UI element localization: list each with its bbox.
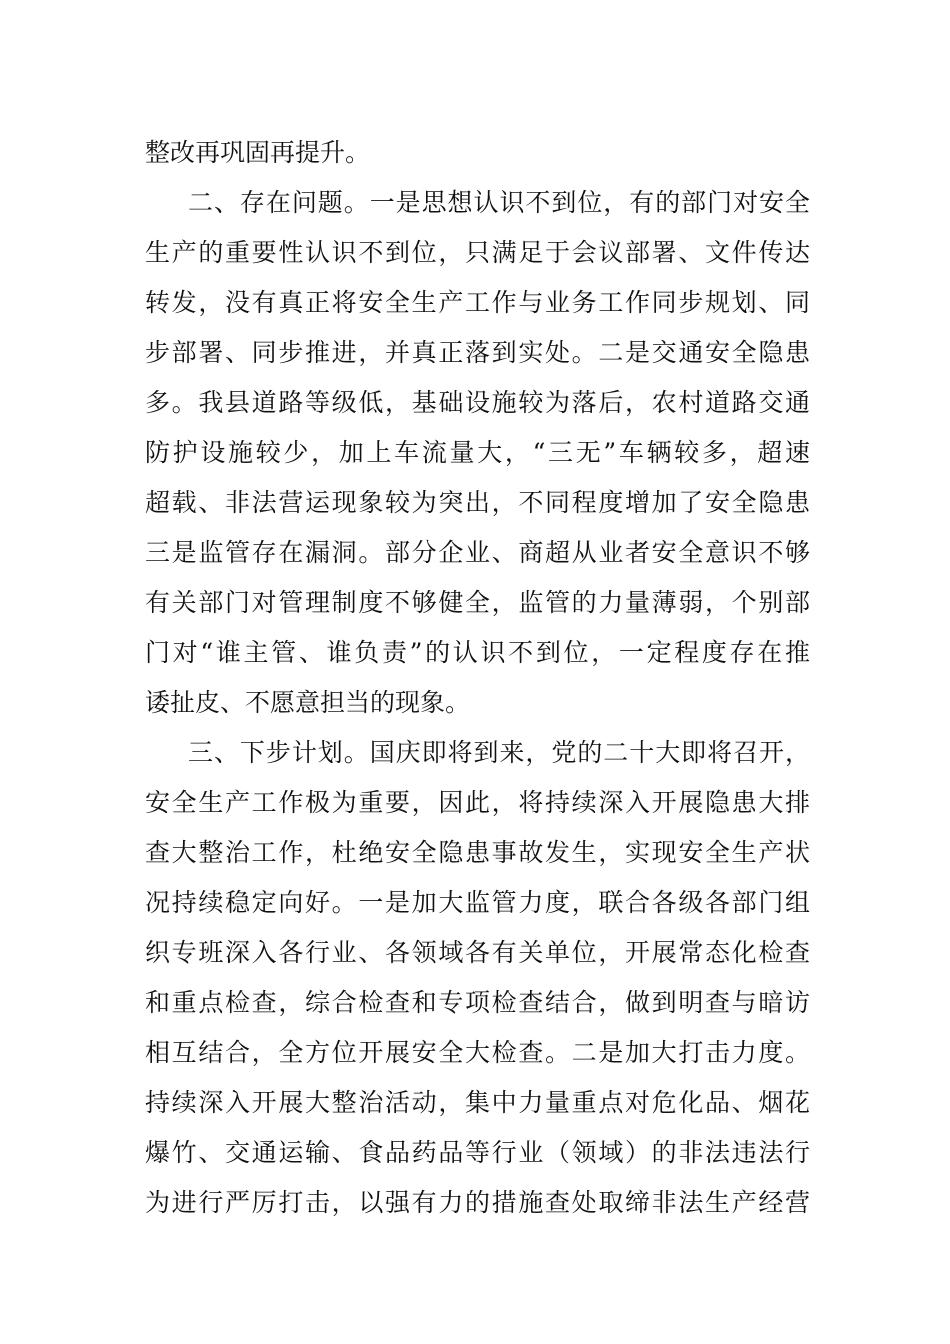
- text-line: 转发，没有真正将安全生产工作与业务工作同步规划、同: [145, 288, 810, 317]
- text-line: 步部署、同步推进，并真正落到实处。二是交通安全隐患: [145, 338, 810, 367]
- text-line: 为进行严厉打击，以强有力的措施查处取缔非法生产经营: [145, 1188, 810, 1217]
- text-line: 安全生产工作极为重要，因此，将持续深入开展隐患大排: [145, 788, 810, 817]
- section-heading-line: 二、存在问题。一是思想认识不到位，有的部门对安全: [188, 188, 810, 217]
- text-line: 爆竹、交通运输、食品药品等行业（领域）的非法违法行: [145, 1138, 810, 1167]
- text-line: 超载、非法营运现象较为突出，不同程度增加了安全隐患: [145, 488, 810, 517]
- text-line: 诿扯皮、不愿意担当的现象。: [145, 688, 471, 717]
- text-line: 门对“谁主管、谁负责”的认识不到位，一定程度存在推: [145, 638, 810, 667]
- document-body: [145, 128, 810, 1228]
- section-heading-line: 三、下步计划。国庆即将到来，党的二十大即将召开，: [188, 738, 810, 767]
- text-line: 查大整治工作，杜绝安全隐患事故发生，实现安全生产状: [145, 838, 810, 867]
- text-line: 况持续稳定向好。一是加大监管力度，联合各级各部门组: [145, 888, 810, 917]
- text-line: 织专班深入各行业、各领域各有关单位，开展常态化检查: [145, 938, 810, 967]
- text-line: 相互结合，全方位开展安全大检查。二是加大打击力度。: [145, 1038, 810, 1067]
- text-line: 三是监管存在漏洞。部分企业、商超从业者安全意识不够: [145, 538, 810, 567]
- text-line: 防护设施较少，加上车流量大，“三无”车辆较多，超速: [145, 438, 810, 467]
- text-line: 持续深入开展大整治活动，集中力量重点对危化品、烟花: [145, 1088, 810, 1117]
- text-line: 生产的重要性认识不到位，只满足于会议部署、文件传达: [145, 238, 810, 267]
- text-line: 整改再巩固再提升。: [145, 138, 371, 167]
- text-line: 有关部门对管理制度不够健全，监管的力量薄弱，个别部: [145, 588, 810, 617]
- text-line: 和重点检查，综合检查和专项检查结合，做到明查与暗访: [145, 988, 810, 1017]
- text-line: 多。我县道路等级低，基础设施较为落后，农村道路交通: [145, 388, 810, 417]
